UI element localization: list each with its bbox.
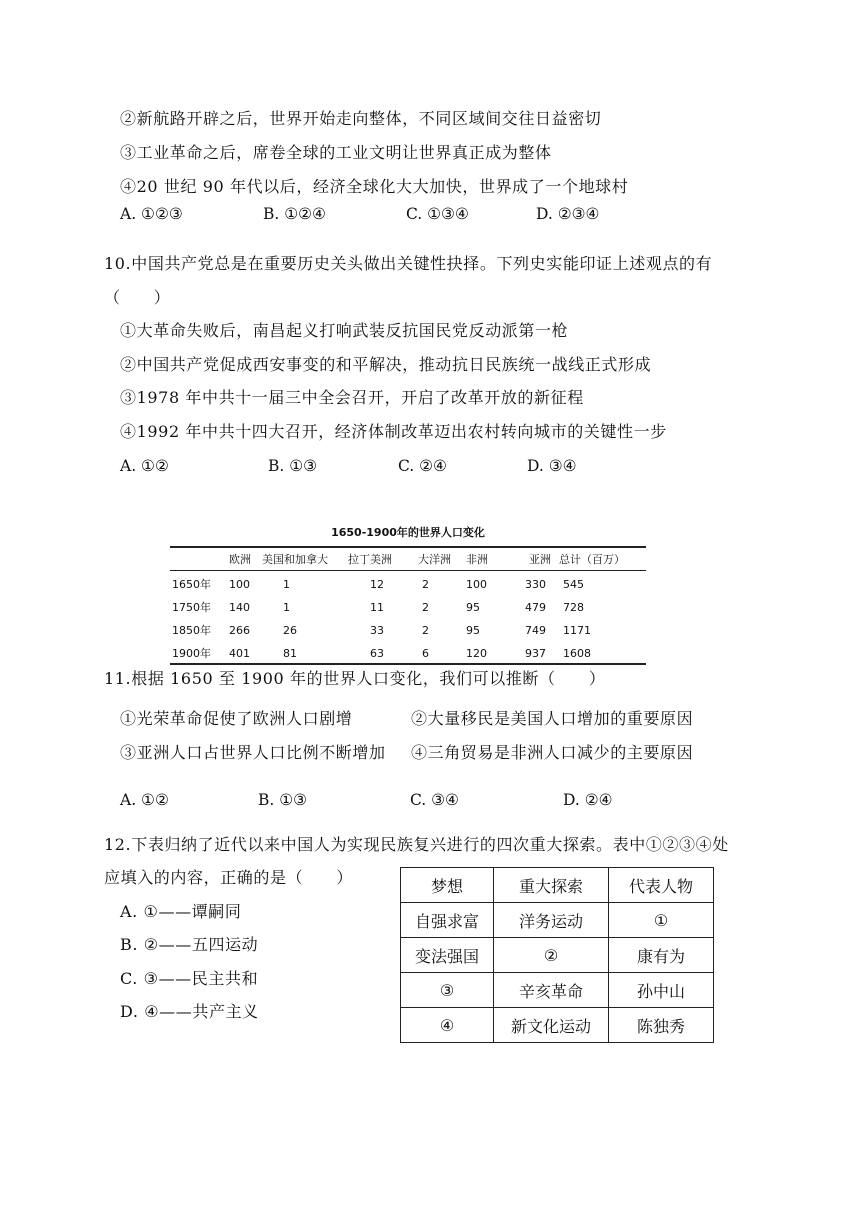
q10-option-c: C. ②④ xyxy=(398,457,447,475)
exploration-table xyxy=(400,867,714,1043)
population-row-year: 1900年 xyxy=(172,647,211,660)
table-cell: 变法强国 xyxy=(401,938,494,973)
population-header-cell: 拉丁美洲 xyxy=(348,553,392,566)
population-row-year: 1650年 xyxy=(172,578,211,591)
table-cell: 洋务运动 xyxy=(494,903,609,938)
population-cell: 11 xyxy=(370,601,384,614)
q12-option-c: C. ③——民主共和 xyxy=(120,969,259,988)
q10-stem-bracket: （ ） xyxy=(104,288,171,307)
q11-item-1: ①光荣革命促使了欧洲人口剧增 xyxy=(120,709,353,728)
q12-option-d: D. ④——共产主义 xyxy=(120,1002,259,1021)
table-cell: 新文化运动 xyxy=(494,1008,609,1043)
population-cell: 12 xyxy=(370,578,384,591)
population-header-cell: 大洋洲 xyxy=(418,553,451,566)
population-cell: 120 xyxy=(466,647,487,660)
population-cell: 100 xyxy=(229,578,250,591)
q11-option-a: A. ①② xyxy=(120,791,169,809)
table-top-rule xyxy=(170,546,646,548)
population-cell: 2 xyxy=(422,601,429,614)
population-table-title: 1650-1900年的世界人口变化 xyxy=(331,526,485,539)
population-cell: 100 xyxy=(466,578,487,591)
population-cell: 728 xyxy=(563,601,584,614)
table-cell: 孙中山 xyxy=(609,973,714,1008)
q10-option-d: D. ③④ xyxy=(527,457,577,475)
q10-option-a: A. ①② xyxy=(120,457,169,475)
q11-item-3: ③亚洲人口占世界人口比例不断增加 xyxy=(120,743,386,762)
q11-stem: 11.根据 1650 至 1900 年的世界人口变化，我们可以推断（ ） xyxy=(104,669,606,688)
population-cell: 95 xyxy=(466,601,480,614)
population-cell: 1171 xyxy=(563,624,591,637)
q12-option-a: A. ①——谭嗣同 xyxy=(120,902,242,921)
table-row xyxy=(401,973,714,1008)
population-header-cell: 欧洲 xyxy=(229,553,251,566)
table-cell: ④ xyxy=(401,1008,494,1043)
q11-option-d: D. ②④ xyxy=(563,791,613,809)
population-header-cell: 总计（百万） xyxy=(559,553,625,566)
q11-item-4: ④三角贸易是非洲人口减少的主要原因 xyxy=(411,743,694,762)
q10-stem: 10.中国共产党总是在重要历史关头做出关键性抉择。下列史实能印证上述观点的有 xyxy=(104,254,713,273)
table-bottom-rule xyxy=(170,663,646,665)
population-header-cell: 非洲 xyxy=(466,553,488,566)
q9-option-a: A. ①②③ xyxy=(120,205,183,223)
q9-option-c: C. ①③④ xyxy=(406,205,469,223)
population-cell: 749 xyxy=(525,624,546,637)
header-cell: 梦想 xyxy=(401,868,494,903)
table-cell: 辛亥革命 xyxy=(494,973,609,1008)
table-cell: ① xyxy=(609,903,714,938)
table-cell: ② xyxy=(494,938,609,973)
header-cell: 重大探索 xyxy=(494,868,609,903)
population-cell: 479 xyxy=(525,601,546,614)
population-header-cell: 亚洲 xyxy=(529,553,551,566)
population-row-year: 1850年 xyxy=(172,624,211,637)
population-cell: 401 xyxy=(229,647,250,660)
q12-stem-line2: 应填入的内容，正确的是（ ） xyxy=(104,868,354,887)
statement-line-3: ③工业革命之后，席卷全球的工业文明让世界真正成为整体 xyxy=(120,143,552,162)
population-cell: 33 xyxy=(370,624,384,637)
table-cell: 陈独秀 xyxy=(609,1008,714,1043)
q10-item-2: ②中国共产党促成西安事变的和平解决，推动抗日民族统一战线正式形成 xyxy=(120,355,652,374)
q10-item-3: ③1978 年中共十一届三中全会召开，开启了改革开放的新征程 xyxy=(120,388,584,407)
q11-option-b: B. ①③ xyxy=(258,791,308,809)
population-cell: 330 xyxy=(525,578,546,591)
population-cell: 2 xyxy=(422,578,429,591)
q9-option-b: B. ①②④ xyxy=(263,205,326,223)
population-cell: 266 xyxy=(229,624,250,637)
table-cell: ③ xyxy=(401,973,494,1008)
population-cell: 26 xyxy=(283,624,297,637)
statement-line-4: ④20 世纪 90 年代以后，经济全球化大大加快，世界成了一个地球村 xyxy=(120,177,629,196)
population-cell: 63 xyxy=(370,647,384,660)
table-header-rule xyxy=(170,570,646,571)
table-row xyxy=(401,1008,714,1043)
statement-line-2: ②新航路开辟之后，世界开始走向整体，不同区域间交往日益密切 xyxy=(120,109,602,128)
header-cell: 代表人物 xyxy=(609,868,714,903)
population-cell: 140 xyxy=(229,601,250,614)
population-cell: 545 xyxy=(563,578,584,591)
q11-option-c: C. ③④ xyxy=(410,791,459,809)
population-cell: 937 xyxy=(525,647,546,660)
table-header-row xyxy=(401,868,714,903)
q12-stem: 12.下表归纳了近代以来中国人为实现民族复兴进行的四次重大探索。表中①②③④处 xyxy=(104,835,729,854)
q9-option-d: D. ②③④ xyxy=(536,205,600,223)
q10-option-b: B. ①③ xyxy=(268,457,318,475)
population-cell: 2 xyxy=(422,624,429,637)
population-cell: 6 xyxy=(422,647,429,660)
q12-option-b: B. ②——五四运动 xyxy=(120,935,259,954)
q10-item-4: ④1992 年中共十四大召开，经济体制改革迈出农村转向城市的关键性一步 xyxy=(120,422,667,441)
population-cell: 1 xyxy=(283,578,290,591)
q11-item-2: ②大量移民是美国人口增加的重要原因 xyxy=(411,709,694,728)
table-row xyxy=(401,938,714,973)
population-cell: 81 xyxy=(283,647,297,660)
table-cell: 康有为 xyxy=(609,938,714,973)
population-cell: 95 xyxy=(466,624,480,637)
table-row xyxy=(401,903,714,938)
population-cell: 1 xyxy=(283,601,290,614)
population-row-year: 1750年 xyxy=(172,601,211,614)
population-header-cell: 美国和加拿大 xyxy=(262,553,328,566)
q10-item-1: ①大革命失败后，南昌起义打响武装反抗国民党反动派第一枪 xyxy=(120,321,569,340)
population-cell: 1608 xyxy=(563,647,591,660)
table-cell: 自强求富 xyxy=(401,903,494,938)
